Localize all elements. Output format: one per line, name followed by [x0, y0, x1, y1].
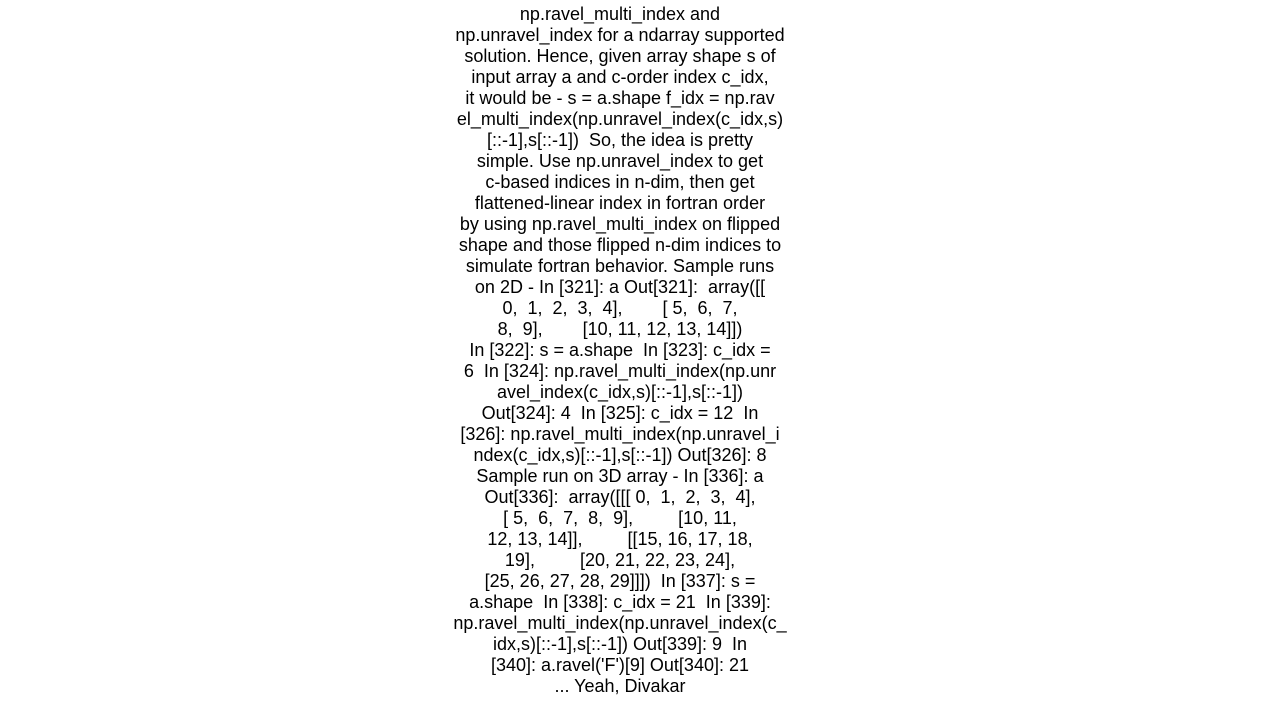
text-line: input array a and c-order index c_idx,	[471, 67, 769, 87]
text-line: [326]: np.ravel_multi_index(np.unravel_i	[460, 424, 780, 444]
text-line: [25, 26, 27, 28, 29]]]) In [337]: s =	[484, 571, 756, 591]
text-line: In [322]: s = a.shape In [323]: c_idx =	[469, 340, 771, 360]
text-line: np.unravel_index for a ndarray supported	[455, 25, 785, 45]
text-line: by using np.ravel_multi_index on flipped	[459, 214, 781, 234]
text-line: c-based indices in n-dim, then get	[485, 172, 755, 192]
text-line: ndex(c_idx,s)[::-1],s[::-1]) Out[326]: 8	[473, 445, 767, 465]
text-line: Out[336]: array([[[ 0, 1, 2, 3, 4],	[484, 487, 756, 507]
text-line: 12, 13, 14]], [[15, 16, 17, 18,	[487, 529, 753, 549]
text-line: on 2D - In [321]: a Out[321]: array([[	[474, 277, 766, 297]
text-line: [ 5, 6, 7, 8, 9], [10, 11,	[503, 508, 737, 528]
text-line: simple. Use np.unravel_index to get	[476, 151, 764, 171]
text-line: solution. Hence, given array shape s of	[464, 46, 776, 66]
text-line: shape and those flipped n-dim indices to	[458, 235, 782, 255]
text-line: it would be - s = a.shape f_idx = np.rav	[465, 88, 775, 108]
text-line: [340]: a.ravel('F')[9] Out[340]: 21	[490, 655, 749, 675]
text-line: 6 In [324]: np.ravel_multi_index(np.unr	[463, 361, 777, 381]
text-line: np.ravel_multi_index and	[519, 4, 721, 24]
answer-text	[448, 4, 792, 696]
text-line: idx,s)[::-1],s[::-1]) Out[339]: 9 In	[492, 634, 748, 654]
text-line: np.ravel_multi_index(np.unravel_index(c_	[453, 613, 787, 633]
text-line: Sample run on 3D array - In [336]: a	[476, 466, 764, 486]
text-line: a.shape In [338]: c_idx = 21 In [339]:	[469, 592, 771, 612]
text-line: 0, 1, 2, 3, 4], [ 5, 6, 7,	[502, 298, 738, 318]
text-line: Out[324]: 4 In [325]: c_idx = 12 In	[481, 403, 759, 423]
text-line: avel_index(c_idx,s)[::-1],s[::-1])	[496, 382, 744, 402]
text-line: flattened-linear index in fortran order	[474, 193, 766, 213]
text-line: [::-1],s[::-1]) So, the idea is pretty	[486, 130, 754, 150]
text-line: 19], [20, 21, 22, 23, 24],	[504, 550, 736, 570]
text-line: ... Yeah, Divakar	[554, 676, 686, 696]
text-line: 8, 9], [10, 11, 12, 13, 14]])	[497, 319, 743, 339]
text-line: el_multi_index(np.unravel_index(c_idx,s)	[456, 109, 784, 129]
text-line: simulate fortran behavior. Sample runs	[465, 256, 775, 276]
